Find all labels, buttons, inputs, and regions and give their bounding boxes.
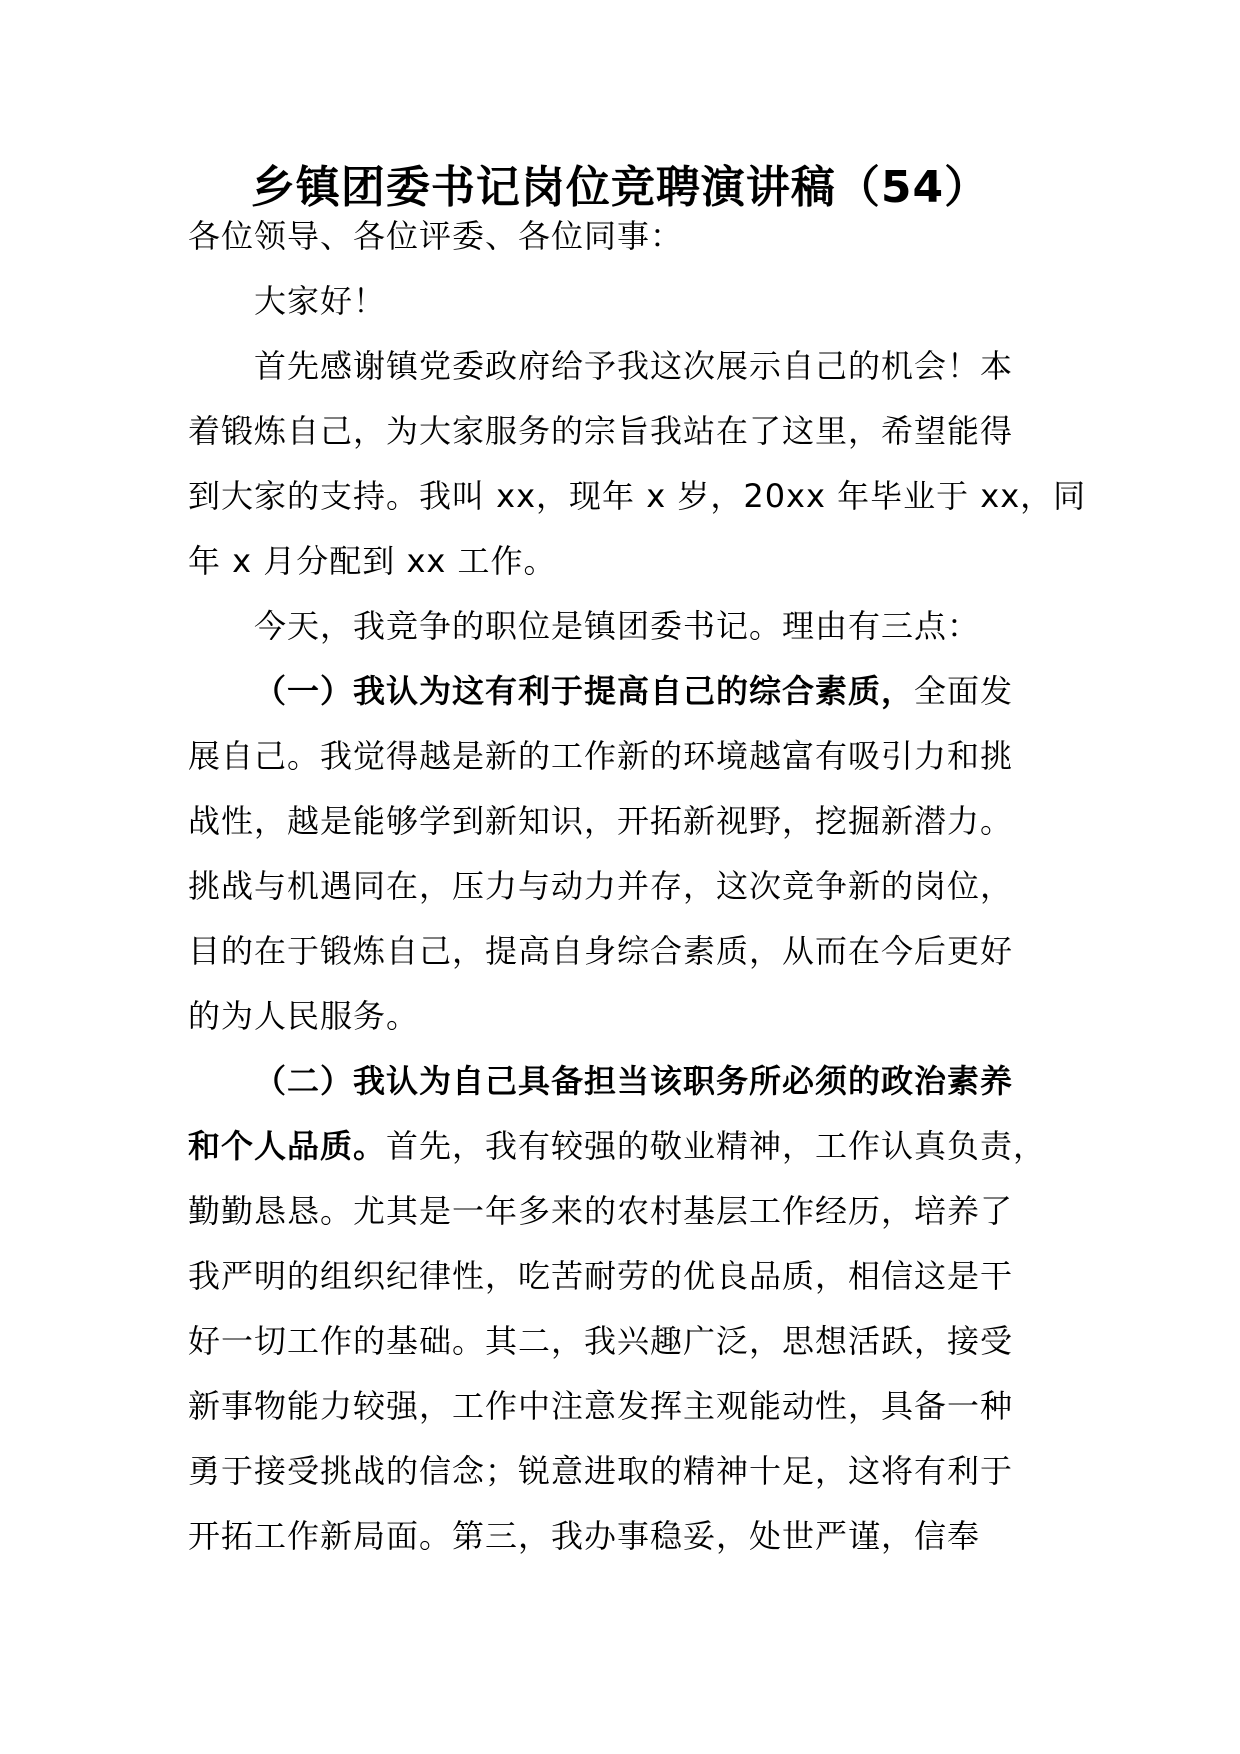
section-heading: （二）我认为自己具备担当该职务所必须的政治素养	[254, 1062, 1014, 1100]
paragraph-line: 新事物能力较强，工作中注意发挥主观能动性，具备一种	[188, 1387, 1014, 1425]
paragraph-line: 勤勤恳恳。尤其是一年多来的农村基层工作经历，培养了	[188, 1192, 1014, 1230]
paragraph-line: 展自己。我觉得越是新的工作新的环境越富有吸引力和挑	[188, 737, 1014, 775]
paragraph-line: 目的在于锻炼自己，提高自身综合素质，从而在今后更好	[188, 932, 1014, 970]
salutation-line: 各位领导、各位评委、各位同事：	[188, 217, 684, 255]
paragraph-line: 到大家的支持。我叫 xx，现年 x 岁，20xx 年毕业于 xx，同	[188, 477, 1087, 515]
paragraph-line: 年 x 月分配到 xx 工作。	[188, 542, 557, 580]
section-heading: 和个人品质。	[188, 1127, 387, 1165]
paragraph-line: 着锻炼自己，为大家服务的宗旨我站在了这里，希望能得	[188, 412, 1014, 450]
paragraph-line: 挑战与机遇同在，压力与动力并存，这次竞争新的岗位，	[188, 867, 1014, 905]
document-body	[188, 204, 1087, 1569]
paragraph-line: 勇于接受挑战的信念；锐意进取的精神十足，这将有利于	[188, 1452, 1014, 1490]
paragraph-line: 好一切工作的基础。其二，我兴趣广泛，思想活跃，接受	[188, 1322, 1014, 1360]
paragraph-line: （一）我认为这有利于提高自己的综合素质，全面发	[254, 672, 1014, 710]
document-title: 乡镇团委书记岗位竞聘演讲稿（54）	[250, 162, 990, 213]
greeting-line: 大家好！	[254, 282, 387, 320]
paragraph-line: 今天，我竞争的职位是镇团委书记。理由有三点：	[254, 607, 981, 645]
paragraph-line: 首先感谢镇党委政府给予我这次展示自己的机会！本	[254, 347, 1014, 385]
paragraph-line: 战性，越是能够学到新知识，开拓新视野，挖掘新潜力。	[188, 802, 1014, 840]
paragraph-line: 的为人民服务。	[188, 997, 420, 1035]
paragraph-line	[188, 1049, 1068, 1114]
section-heading: （一）我认为这有利于提高自己的综合素质，	[254, 672, 915, 710]
paragraph-line: 我严明的组织纪律性，吃苦耐劳的优良品质，相信这是干	[188, 1257, 1014, 1295]
paragraph-line: 和个人品质。首先，我有较强的敬业精神，工作认真负责，	[188, 1127, 1047, 1165]
paragraph-line: 开拓工作新局面。第三，我办事稳妥，处世严谨，信奉	[188, 1517, 981, 1555]
